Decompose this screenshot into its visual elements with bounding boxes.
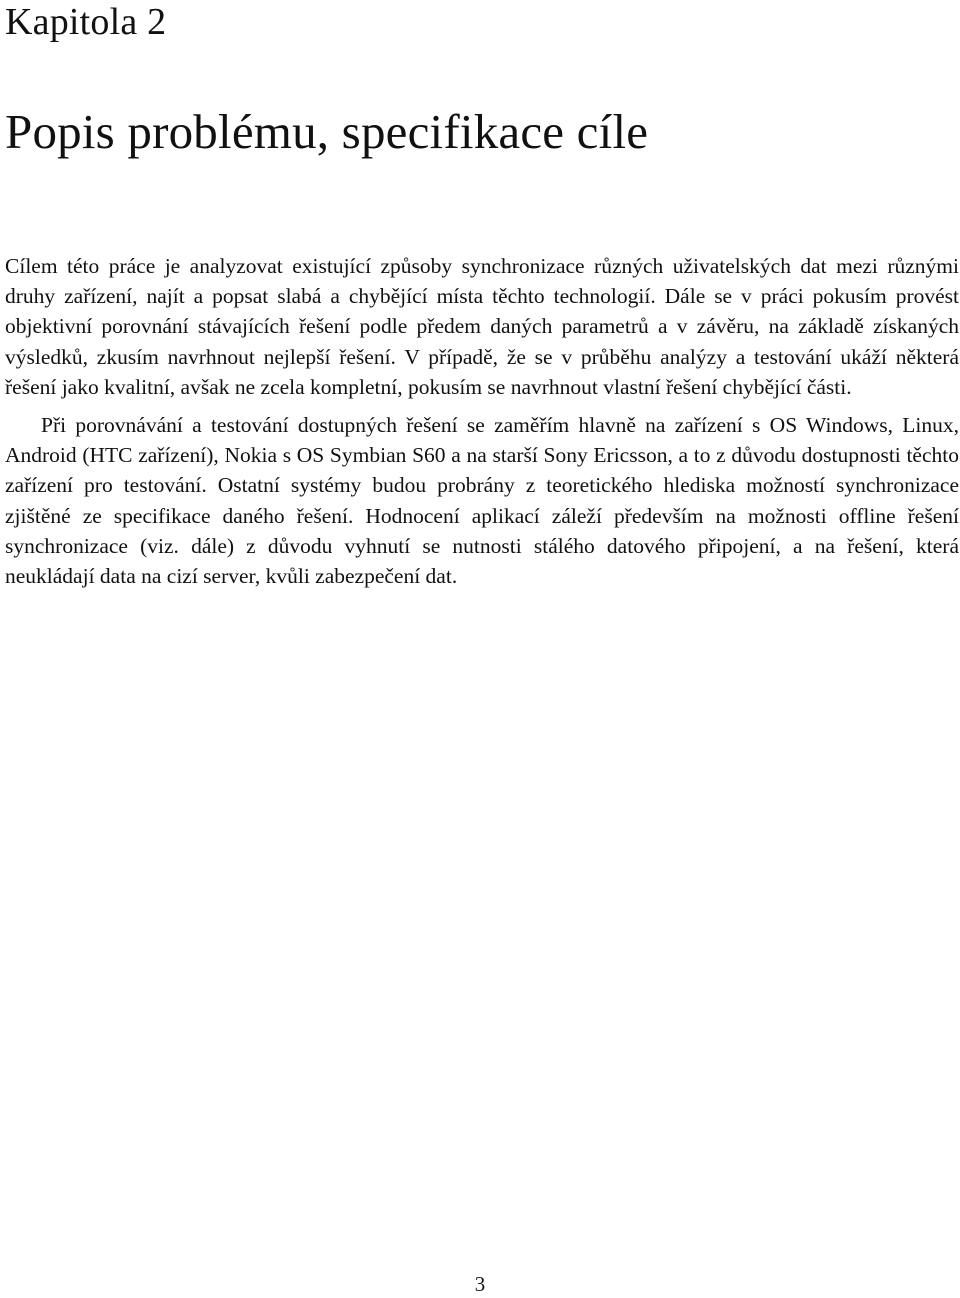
chapter-title: Popis problému, specifikace cíle	[5, 104, 649, 159]
paragraph-testing-scope: Při porovnávání a testování dostupných řešení se zaměřím hlavně na zařízení s OS Windows, Linux, Android (HTC zařízení), Nokia s OS Symbian S60 a na starší Sony Ericsson, a to z důvodu dostupnosti těchto zařízení pro testování. Ostatní systémy budou probrány z teoretického hlediska možností synchronizace zjištěné ze specifikace daného řešení. Hodnocení aplikací záleží především na možnosti offline řešení synchronizace (viz. dále) z důvodu vyhnutí se nutnosti stálého datového připojení, a na řešení, která neukládají data na cizí server, kvůli zabezpečení dat.	[5, 413, 959, 589]
page-number: 3	[474, 1272, 486, 1296]
chapter-label: Kapitola 2	[5, 1, 167, 43]
paragraph-intro: Cílem této práce je analyzovat existující způsoby synchronizace různých uživatelských dat mezi různými druhy zařízení, najít a popsat slabá a chybějící místa těchto technologií. Dále se v práci pokusím provést objektivní porovnání stávajících řešení podle předem daných parametrů a v závěru, na základě získaných výsledků, zkusím navrhnout nejlepší řešení. V případě, že se v průběhu analýzy a testování ukáží některá řešení jako kvalitní, avšak ne zcela kompletní, pokusím se navrhnout vlastní řešení chybějící části.	[5, 254, 959, 399]
body-text	[5, 251, 959, 591]
